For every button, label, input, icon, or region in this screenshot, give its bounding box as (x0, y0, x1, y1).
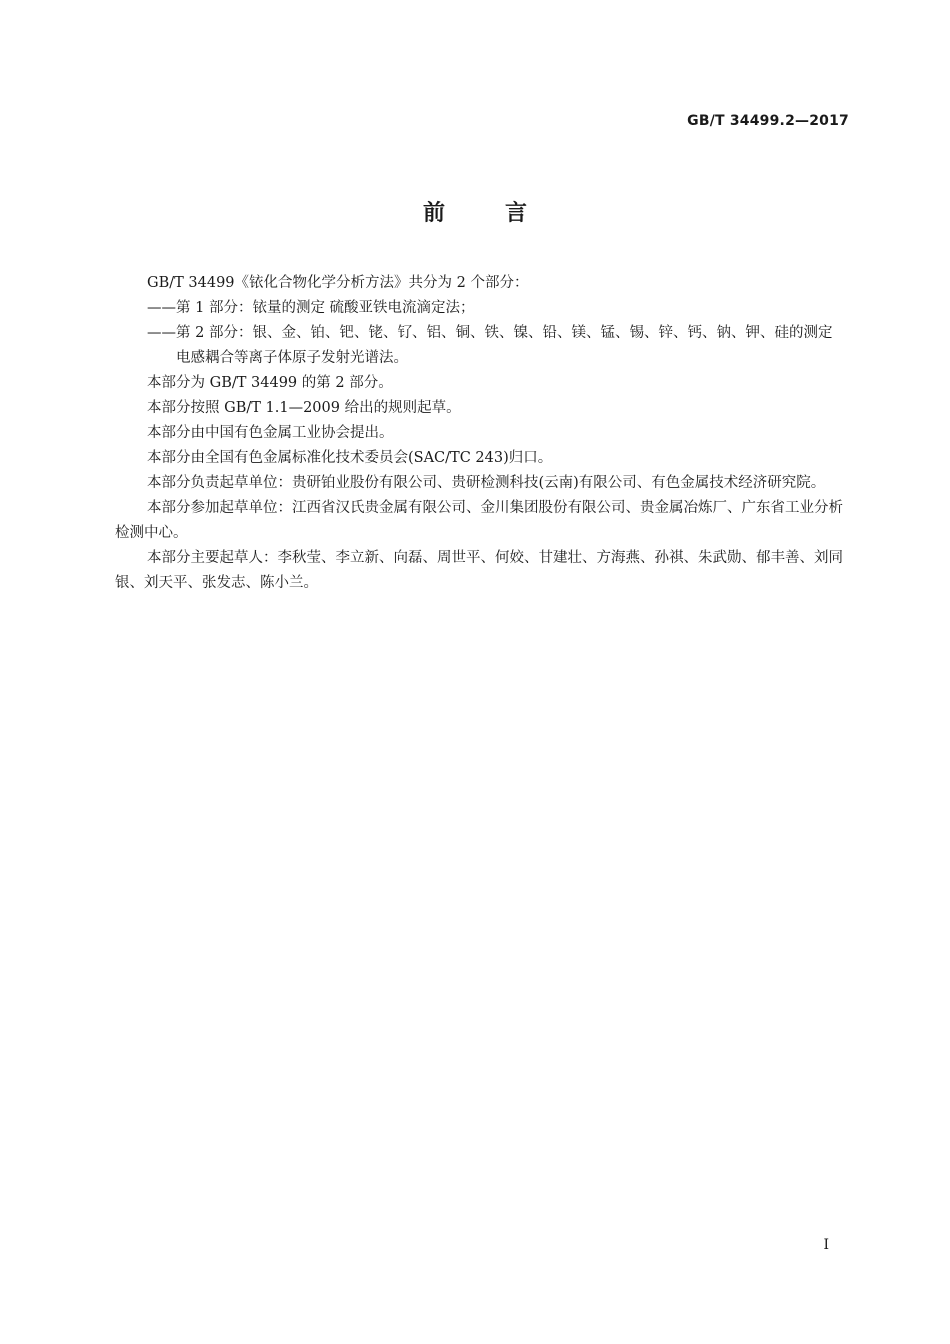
intro-paragraph: GB/T 34499《铱化合物化学分析方法》共分为 2 个部分： (147, 275, 529, 291)
standard-code-header: GB/T 34499.2—2017 (687, 113, 849, 129)
page-number: I (823, 1237, 829, 1253)
foreword-body (115, 271, 850, 596)
this-part-paragraph: 本部分为 GB/T 34499 的第 2 部分。 (147, 375, 393, 391)
main-drafters-paragraph: 本部分主要起草人：李秋莹、李立新、向磊、周世平、何姣、甘建壮、方海燕、孙祺、朱武勋、郁丰善、刘同银、刘天平、张发志、陈小兰。 (115, 550, 843, 591)
drafting-units-paragraph: 本部分负责起草单位：贵研铂业股份有限公司、贵研检测科技(云南)有限公司、有色金属技术经济研究院。 (147, 475, 826, 491)
proposed-by-paragraph: 本部分由中国有色金属工业协会提出。 (147, 425, 394, 441)
drafting-rules-paragraph: 本部分按照 GB/T 1.1—2009 给出的规则起草。 (147, 400, 461, 416)
page-title: 前言 (422, 201, 587, 226)
participating-units-paragraph: 本部分参加起草单位：江西省汉氏贵金属有限公司、金川集团股份有限公司、贵金属冶炼厂、广东省工业分析检测中心。 (115, 500, 843, 541)
part-1-item: ——第 1 部分：铱量的测定 硫酸亚铁电流滴定法； (147, 300, 475, 316)
part-2-item: ——第 2 部分：银、金、铂、钯、铑、钌、铝、铜、铁、镍、铅、镁、锰、锡、锌、钙、钠、钾、硅的测定 电感耦合等离子体原子发射光谱法。 (147, 325, 833, 366)
managed-by-paragraph: 本部分由全国有色金属标准化技术委员会(SAC/TC 243)归口。 (147, 450, 553, 466)
